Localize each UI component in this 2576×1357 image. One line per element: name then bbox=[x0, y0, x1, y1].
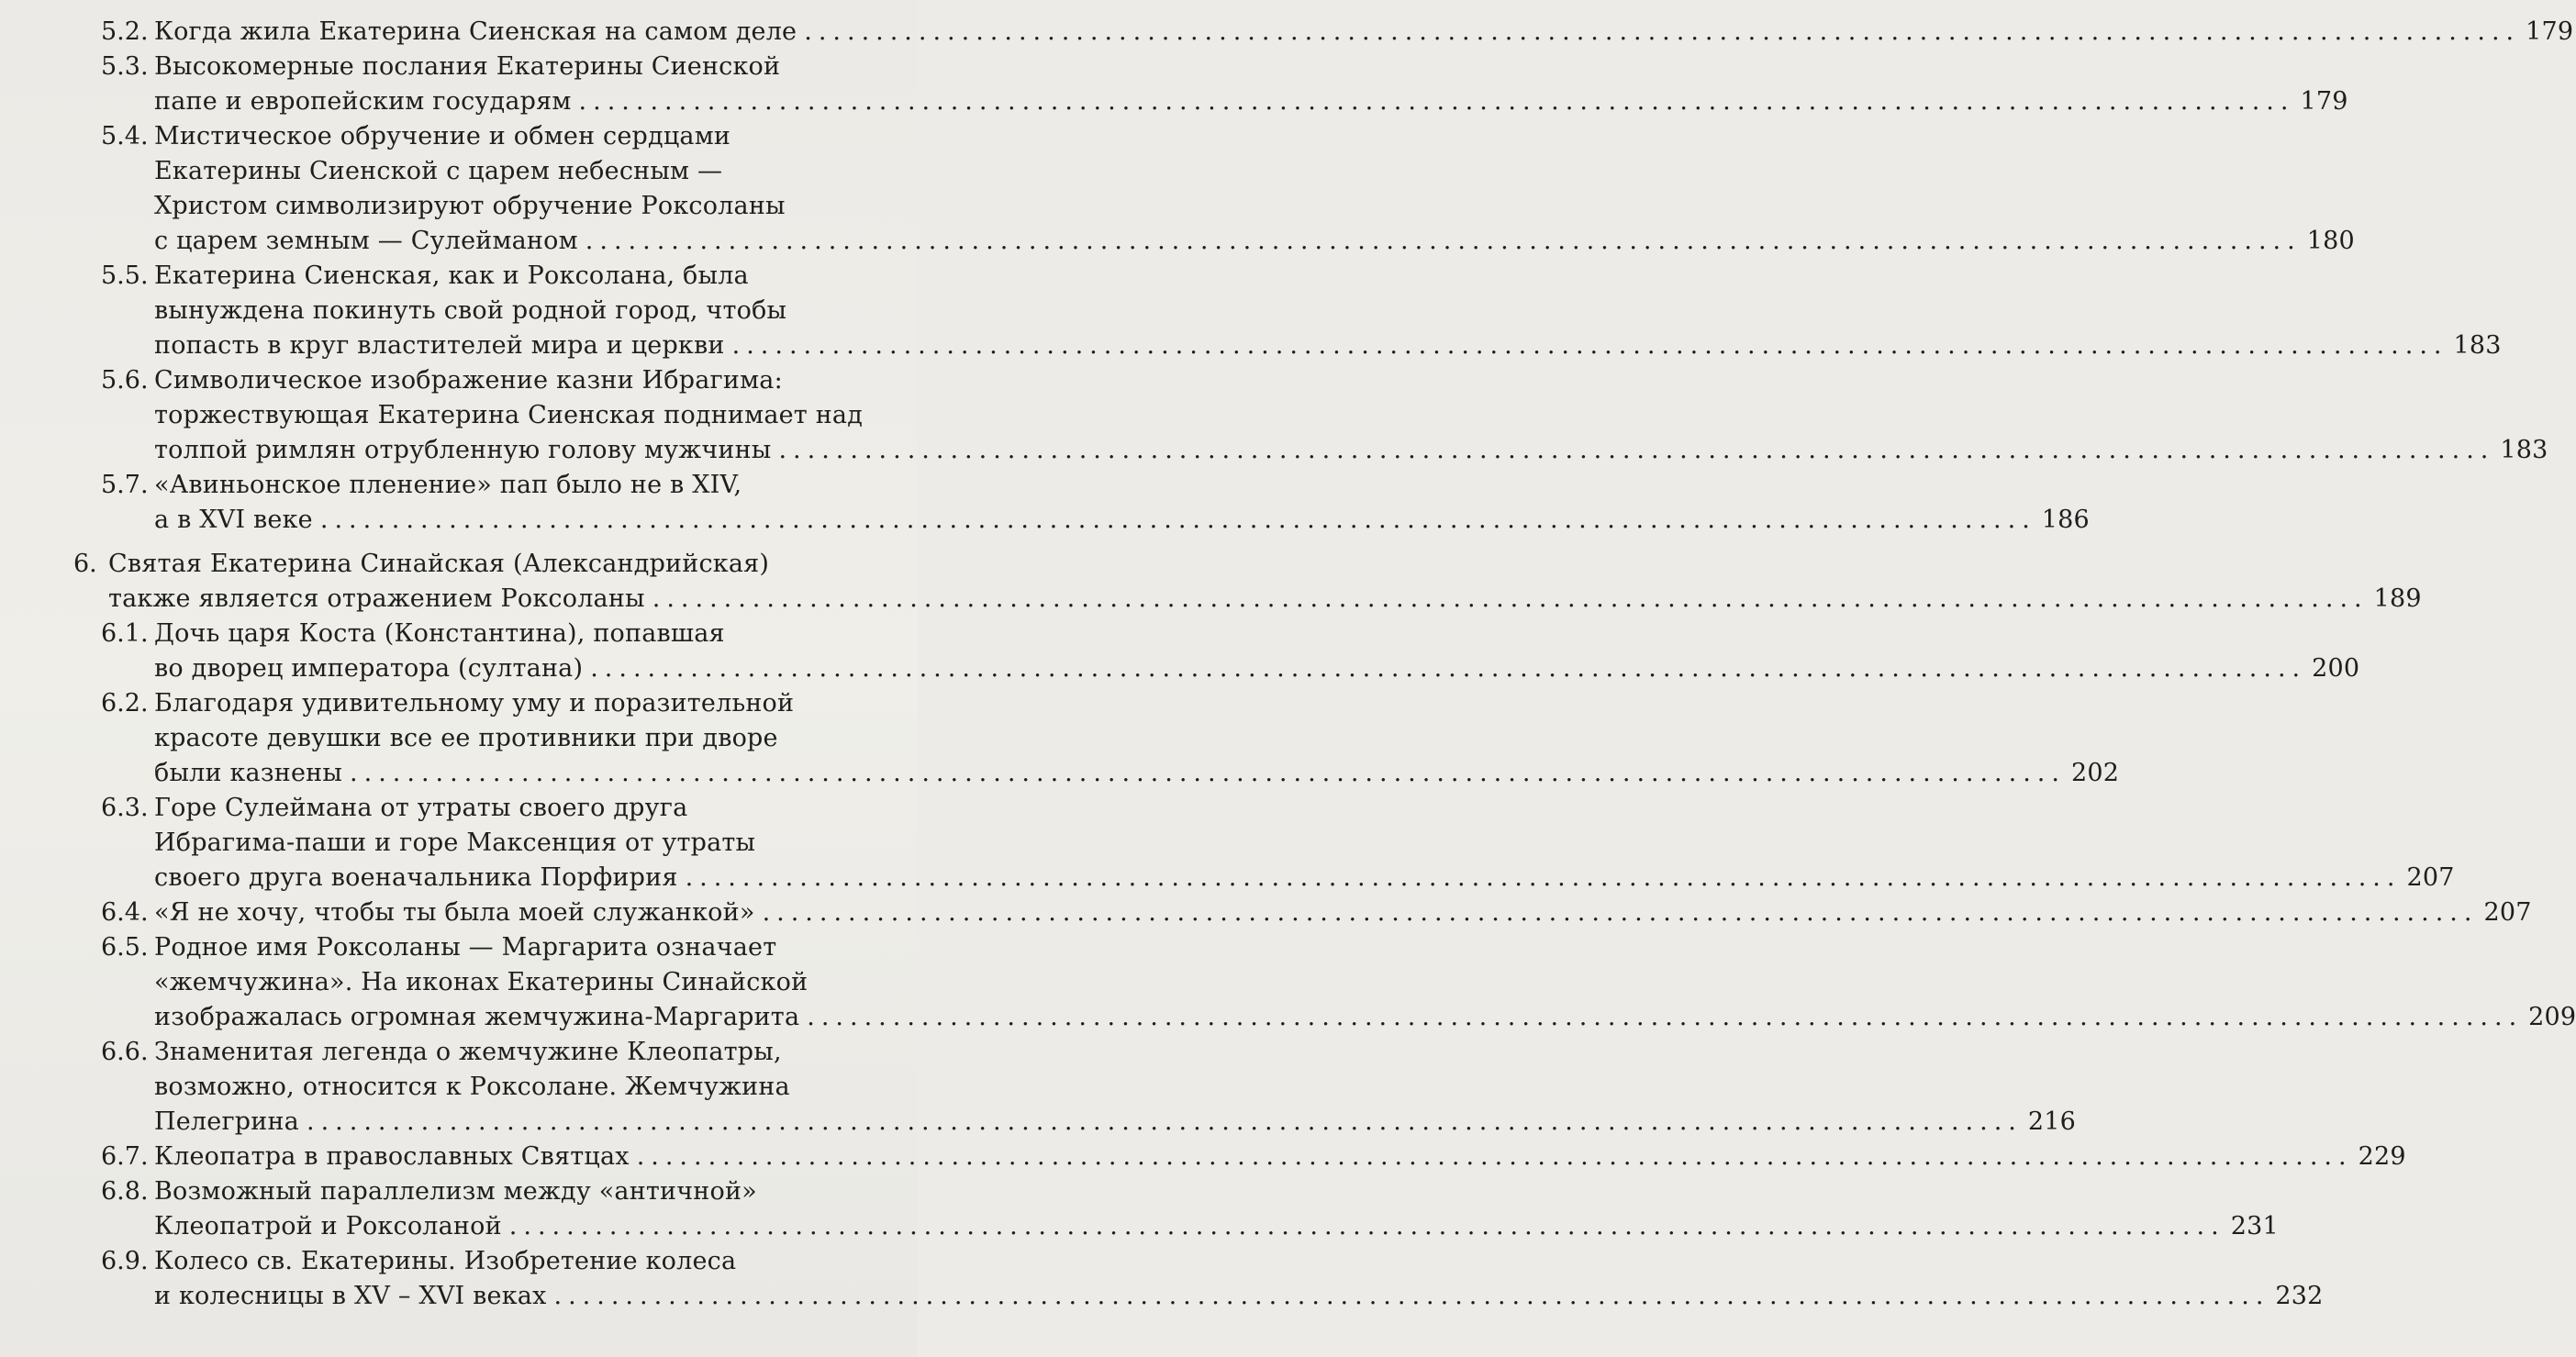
entry-number: 6.6. bbox=[101, 1038, 149, 1066]
entry-title-line: Благодаря удивительному уму и поразительной bbox=[154, 689, 795, 717]
page-number: 179 bbox=[2526, 17, 2574, 46]
entry-title-line: Высокомерные послания Екатерины Сиенской bbox=[154, 52, 781, 81]
entry-title-line: Горе Сулеймана от утраты своего друга bbox=[154, 794, 688, 822]
entry-number: 6.5. bbox=[101, 933, 149, 962]
toc-entry bbox=[0, 363, 2548, 468]
entry-number: 6.9. bbox=[101, 1247, 149, 1275]
dot-leader: ........................................................................................................................ bbox=[319, 506, 2036, 534]
entry-title-line: Ибрагима-паши и горе Максенция от утраты bbox=[154, 829, 756, 857]
entry-title-text: Пелегрина bbox=[154, 1107, 299, 1136]
entry-title-text: также является отражением Роксоланы bbox=[108, 584, 645, 613]
entry-title-line: Дочь царя Коста (Константина), попавшая bbox=[154, 619, 725, 648]
entry-title-last-line bbox=[154, 15, 2574, 50]
entry-title-line: Мистическое обручение и обмен сердцами bbox=[154, 122, 731, 150]
entry-title-last-line bbox=[154, 1140, 2406, 1174]
dot-leader: ........................................................................................................................ bbox=[762, 898, 2479, 927]
toc-entry bbox=[0, 547, 2422, 617]
dot-leader: ........................................................................................................................ bbox=[578, 87, 2295, 116]
dot-leader: ........................................................................................................................ bbox=[350, 759, 2066, 787]
dot-leader: ........................................................................................................................ bbox=[590, 654, 2307, 683]
entry-title-last-line bbox=[154, 328, 2502, 363]
entry-number: 5.5. bbox=[101, 261, 149, 290]
entry-number: 5.2. bbox=[101, 17, 149, 46]
entry-title-last-line bbox=[154, 1209, 2279, 1244]
entry-title-line: «жемчужина». На иконах Екатерины Синайской bbox=[154, 968, 808, 996]
entry-title-last-line bbox=[154, 861, 2455, 895]
entry-title-line: красоте девушки все ее противники при дворе bbox=[154, 724, 778, 752]
entry-number: 5.4. bbox=[101, 122, 149, 150]
toc-entry bbox=[0, 15, 2574, 50]
entry-title-last-line bbox=[154, 1000, 2576, 1035]
page-number: 183 bbox=[2500, 436, 2548, 464]
entry-title-text: а в XVI веке bbox=[154, 506, 313, 534]
dot-leader: ........................................................................................................................ bbox=[807, 1003, 2524, 1031]
page-number: 209 bbox=[2528, 1003, 2576, 1031]
dot-leader: ........................................................................................................................ bbox=[804, 17, 2521, 46]
toc-entry bbox=[0, 468, 2090, 538]
entry-title-text: «Я не хочу, чтобы ты была моей служанкой» bbox=[154, 898, 755, 927]
toc-entry bbox=[0, 259, 2502, 363]
entry-number: 6.4. bbox=[101, 898, 149, 927]
page-number: 189 bbox=[2373, 584, 2422, 613]
entry-title-text: Клеопатрой и Роксоланой bbox=[154, 1212, 502, 1240]
entry-title-line: Возможный параллелизм между «античной» bbox=[154, 1177, 757, 1206]
entry-title-line: возможно, относится к Роксолане. Жемчужина bbox=[154, 1073, 790, 1101]
entry-title-text: Клеопатра в православных Святцах bbox=[154, 1142, 630, 1171]
entry-title-last-line bbox=[154, 756, 2120, 791]
entry-title-text: во дворец императора (султана) bbox=[154, 654, 584, 683]
page-number: 229 bbox=[2358, 1142, 2406, 1171]
dot-leader: ........................................................................................................................ bbox=[685, 863, 2402, 892]
page-number: 179 bbox=[2300, 87, 2348, 116]
entry-title-last-line bbox=[154, 224, 2355, 259]
entry-title-line: «Авиньонское пленение» пап было не в XIV, bbox=[154, 471, 742, 499]
entry-title-last-line bbox=[154, 895, 2532, 930]
toc-entry bbox=[0, 1035, 2077, 1140]
entry-title-last-line bbox=[154, 503, 2090, 538]
entry-title-text: и колесницы в XV – XVI веках bbox=[154, 1282, 547, 1310]
entry-number: 5.6. bbox=[101, 366, 149, 395]
page-number: 183 bbox=[2453, 331, 2502, 360]
dot-leader: ........................................................................................................................ bbox=[306, 1107, 2023, 1136]
page-number: 202 bbox=[2070, 759, 2120, 787]
page-number: 180 bbox=[2306, 227, 2355, 255]
toc-entry bbox=[0, 617, 2360, 686]
entry-title-text: с царем земным — Сулейманом bbox=[154, 227, 578, 255]
entry-title-last-line bbox=[154, 1279, 2324, 1314]
entry-title-line: Екатерины Сиенской с царем небесным — bbox=[154, 157, 723, 185]
entry-title-text: Когда жила Екатерина Сиенская на самом деле bbox=[154, 17, 797, 46]
entry-title-line: Екатерина Сиенская, как и Роксолана, была bbox=[154, 261, 749, 290]
entry-title-line: вынуждена покинуть свой родной город, чтобы bbox=[154, 296, 787, 325]
toc-entry bbox=[0, 1140, 2406, 1174]
dot-leader: ........................................................................................................................ bbox=[636, 1142, 2353, 1171]
entry-title-line: Святая Екатерина Синайская (Александрийская) bbox=[108, 550, 770, 578]
entry-title-text: своего друга военачальника Порфирия bbox=[154, 863, 678, 892]
entry-number: 6.7. bbox=[101, 1142, 149, 1171]
toc-entry bbox=[0, 895, 2532, 930]
entry-title-text: изображалась огромная жемчужина-Маргарита bbox=[154, 1003, 800, 1031]
entry-title-line: Родное имя Роксоланы — Маргарита означает bbox=[154, 933, 777, 962]
toc-entry bbox=[0, 1174, 2279, 1244]
entry-title-line: Знаменитая легенда о жемчужине Клеопатры, bbox=[154, 1038, 782, 1066]
dot-leader: ........................................................................................................................ bbox=[731, 331, 2448, 360]
entry-title-line: Колесо св. Екатерины. Изобретение колеса bbox=[154, 1247, 737, 1275]
toc-entry bbox=[0, 791, 2455, 895]
toc-entry bbox=[0, 119, 2355, 259]
dot-leader: ........................................................................................................................ bbox=[652, 584, 2369, 613]
page-number: 216 bbox=[2027, 1107, 2077, 1136]
entry-number: 6.1. bbox=[101, 619, 149, 648]
entry-title-line: торжествующая Екатерина Сиенская поднимает над bbox=[154, 401, 864, 429]
entry-number: 5.3. bbox=[101, 52, 149, 81]
page-number: 200 bbox=[2312, 654, 2360, 683]
entry-title-line: Христом символизируют обручение Роксоланы bbox=[154, 192, 786, 220]
entry-title-last-line bbox=[154, 84, 2348, 119]
toc-entry bbox=[0, 50, 2348, 119]
dot-leader: ........................................................................................................................ bbox=[553, 1282, 2270, 1310]
entry-number: 6.3. bbox=[101, 794, 149, 822]
page-number: 207 bbox=[2406, 863, 2455, 892]
page-number: 232 bbox=[2275, 1282, 2324, 1310]
toc-entry bbox=[0, 1244, 2324, 1314]
entry-number: 6. bbox=[73, 550, 97, 578]
entry-title-text: были казнены bbox=[154, 759, 343, 787]
entry-number: 6.2. bbox=[101, 689, 149, 717]
entry-title-text: толпой римлян отрубленную голову мужчины bbox=[154, 436, 772, 464]
page-number: 186 bbox=[2041, 506, 2090, 534]
entry-title-last-line bbox=[154, 1105, 2077, 1140]
entry-title-text: папе и европейским государям bbox=[154, 87, 572, 116]
dot-leader: ........................................................................................................................ bbox=[508, 1212, 2225, 1240]
dot-leader: ........................................................................................................................ bbox=[778, 436, 2495, 464]
entry-title-last-line bbox=[154, 433, 2548, 468]
entry-number: 6.8. bbox=[101, 1177, 149, 1206]
entry-title-last-line bbox=[108, 582, 2422, 617]
toc-entry bbox=[0, 930, 2576, 1035]
entry-number: 5.7. bbox=[101, 471, 149, 499]
toc-entry bbox=[0, 686, 2120, 791]
entry-title-line: Символическое изображение казни Ибрагима: bbox=[154, 366, 783, 395]
entry-title-last-line bbox=[154, 651, 2360, 686]
dot-leader: ........................................................................................................................ bbox=[585, 227, 2302, 255]
page-number: 231 bbox=[2230, 1212, 2279, 1240]
entry-title-text: попасть в круг властителей мира и церкви bbox=[154, 331, 725, 360]
page-number: 207 bbox=[2483, 898, 2532, 927]
